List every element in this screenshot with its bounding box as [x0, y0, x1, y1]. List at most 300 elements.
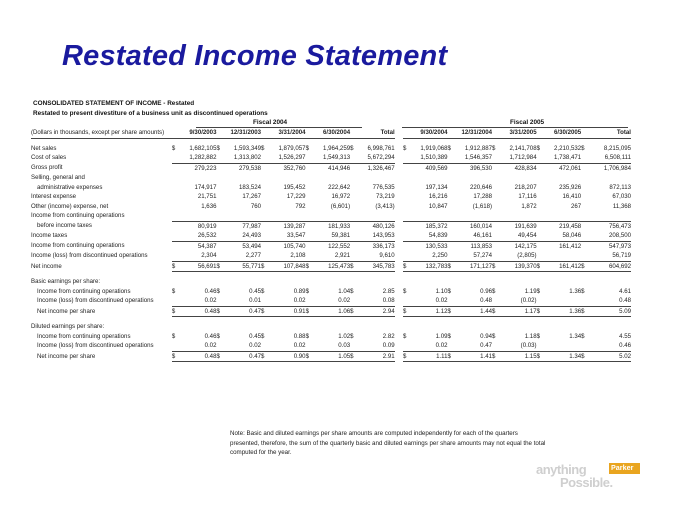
currency-symbol: $ [403, 351, 411, 362]
currency-symbol: $ [306, 261, 314, 272]
row-label: Gross profit [31, 164, 63, 172]
table-row [31, 202, 631, 212]
currency-symbol [306, 221, 314, 231]
table-cell: 1,712,984 [509, 154, 537, 161]
currency-symbol: $ [216, 306, 224, 317]
table-cell: 409,569 [411, 163, 447, 173]
table-cell: 1.06 [314, 306, 350, 317]
currency-symbol [492, 277, 500, 287]
table-cell: 59,381 [331, 232, 351, 239]
table-row [31, 332, 631, 342]
currency-symbol [172, 241, 180, 251]
table-cell: 49,454 [517, 232, 537, 239]
currency-symbol [172, 183, 180, 193]
currency-symbol [537, 251, 545, 261]
currency-symbol: $ [403, 306, 411, 317]
table-cell: 183,524 [238, 183, 262, 191]
currency-symbol [537, 211, 545, 221]
table-cell: 279,223 [180, 163, 216, 173]
table-cell: 2.94 [358, 306, 394, 317]
column-header: 9/30/2003 [172, 128, 217, 138]
table-cell: 267 [570, 202, 582, 210]
table-cell: 0.48 [180, 306, 216, 317]
table-row [31, 296, 631, 306]
currency-symbol [581, 173, 589, 183]
footnote-line: computed for the year. [230, 449, 292, 457]
table-cell [411, 173, 447, 183]
table-cell: 0.88 [293, 332, 306, 340]
table-cell: 0.03 [338, 342, 351, 349]
table-cell: 0.02 [293, 297, 306, 304]
currency-symbol [172, 341, 180, 351]
currency-symbol [172, 221, 180, 231]
row-label: Other (income) expense, net [31, 202, 109, 210]
table-cell: 8,215,095 [603, 144, 631, 152]
table-cell: 0.46 [204, 287, 217, 295]
table-cell: 5.02 [589, 351, 631, 362]
table-cell: 2,210,532 [554, 144, 582, 152]
currency-symbol [403, 192, 411, 202]
table-cell: 142,175 [500, 241, 536, 251]
currency-symbol [492, 221, 500, 231]
table-cell [545, 211, 581, 221]
row-label: Income from continuing operations [31, 242, 125, 250]
table-cell: 55,771 [225, 261, 261, 272]
table-cell: 132,783 [411, 261, 447, 272]
currency-symbol [492, 202, 500, 212]
table-cell [456, 277, 492, 287]
table-cell: 345,783 [358, 261, 394, 272]
table-cell: 0.45 [249, 287, 262, 295]
table-cell: 872,113 [609, 183, 631, 191]
table-cell: 125,473 [314, 261, 350, 272]
table-cell: 197,134 [425, 183, 448, 191]
currency-symbol [492, 183, 500, 193]
currency-symbol [216, 341, 224, 351]
currency-symbol [403, 173, 411, 183]
currency-symbol: $ [492, 261, 500, 272]
table-cell: 4.55 [619, 332, 631, 340]
currency-symbol [492, 251, 500, 261]
table-cell: (3,413) [375, 202, 395, 210]
table-cell: 56,691 [180, 261, 216, 272]
currency-symbol [350, 322, 358, 332]
table-cell: 139,287 [269, 221, 305, 231]
currency-symbol: $ [581, 287, 585, 295]
table-cell: (0.03) [520, 342, 537, 349]
currency-symbol [261, 322, 269, 332]
currency-symbol: $ [581, 351, 589, 362]
currency-symbol [216, 183, 224, 193]
table-cell: 1,510,389 [420, 154, 448, 161]
table-cell: 73,219 [376, 193, 395, 200]
currency-symbol [492, 241, 500, 251]
currency-symbol: $ [447, 287, 451, 295]
fiscal-2004-header: Fiscal 2004 [253, 119, 288, 126]
table-cell: 16,216 [428, 193, 448, 200]
table-cell: 1.05 [314, 351, 350, 362]
currency-symbol [492, 322, 500, 332]
table-cell: 0.89 [293, 287, 306, 295]
table-cell: 181,933 [314, 221, 350, 231]
currency-symbol [537, 153, 545, 163]
currency-symbol [448, 221, 456, 231]
currency-symbol [261, 251, 269, 261]
table-cell: 222,642 [328, 183, 351, 191]
currency-symbol [448, 202, 456, 212]
currency-symbol [306, 173, 314, 183]
table-cell [545, 341, 581, 351]
table-cell: 1.02 [338, 332, 351, 340]
table-cell: 1.41 [456, 351, 492, 362]
currency-symbol [216, 163, 224, 173]
currency-symbol [306, 211, 314, 221]
currency-symbol: $ [216, 261, 224, 272]
table-cell: 219,458 [545, 221, 581, 231]
currency-symbol [492, 296, 500, 306]
table-cell [411, 277, 447, 287]
currency-symbol [403, 163, 411, 173]
currency-symbol: $ [448, 261, 456, 272]
table-cell: 1,912,887 [464, 144, 493, 152]
column-header: 9/30/2004 [403, 128, 448, 138]
table-cell [358, 277, 394, 287]
currency-symbol: $ [350, 144, 354, 152]
table-cell [314, 277, 350, 287]
currency-symbol [581, 183, 589, 193]
currency-symbol [216, 192, 224, 202]
table-cell: 33,547 [286, 232, 306, 239]
table-cell [589, 211, 631, 221]
currency-symbol [350, 211, 358, 221]
table-cell: 2.85 [382, 287, 395, 295]
currency-symbol: $ [492, 144, 496, 152]
logo-brand-text: Parker [611, 463, 634, 472]
currency-symbol: $ [305, 144, 309, 152]
table-cell: 1.17 [500, 306, 536, 317]
currency-symbol [537, 241, 545, 251]
table-cell: 80,919 [180, 221, 216, 231]
currency-symbol [350, 163, 358, 173]
currency-symbol [537, 192, 545, 202]
currency-symbol [261, 173, 269, 183]
currency-symbol [492, 341, 500, 351]
currency-symbol [537, 202, 545, 212]
table-cell: 279,538 [225, 163, 261, 173]
currency-symbol [448, 277, 456, 287]
table-cell [589, 277, 631, 287]
table-cell: 161,412 [545, 261, 581, 272]
table-cell: 1.44 [456, 306, 492, 317]
table-cell: 0.02 [435, 342, 448, 349]
table-cell: 0.46 [619, 342, 631, 349]
column-header: 12/31/2003 [216, 128, 261, 138]
currency-symbol: $ [492, 332, 496, 340]
currency-symbol [403, 296, 411, 306]
currency-symbol [172, 277, 180, 287]
income-statement-table [31, 128, 631, 362]
currency-symbol [581, 322, 589, 332]
currency-symbol [306, 277, 314, 287]
currency-symbol: $ [537, 306, 545, 317]
currency-symbol [581, 153, 589, 163]
currency-symbol [172, 322, 180, 332]
table-cell: 171,127 [456, 261, 492, 272]
currency-symbol [350, 296, 358, 306]
currency-symbol [216, 231, 224, 241]
currency-symbol [581, 163, 589, 173]
column-header-label: (Dollars in thousands, except per share amounts) [31, 128, 172, 138]
table-cell [225, 277, 261, 287]
currency-symbol [261, 183, 269, 193]
table-cell: 0.02 [435, 297, 448, 304]
currency-symbol [581, 211, 589, 221]
parker-logo [536, 461, 646, 495]
statement-subtitle: Restated to present divestiture of a business unit as discontinued operations [33, 110, 268, 117]
table-row [31, 144, 631, 154]
currency-symbol [403, 202, 411, 212]
footnote-line: presented, therefore, the sum of the quarterly basic and diluted earnings per share amounts may not equal the total [230, 439, 546, 447]
currency-symbol [172, 173, 180, 183]
table-cell: 1.15 [500, 351, 536, 362]
table-cell: 2.82 [382, 332, 395, 340]
column-header: 12/31/2004 [448, 128, 493, 138]
table-row [31, 251, 631, 261]
table-cell: 0.02 [338, 297, 351, 304]
table-cell: 191,639 [500, 221, 536, 231]
table-cell: 1.09 [435, 332, 448, 340]
currency-symbol: $ [447, 332, 451, 340]
table-cell: 26,532 [197, 232, 217, 239]
currency-symbol [448, 341, 456, 351]
row-label: Net income per share [37, 307, 96, 315]
table-cell: 352,760 [269, 163, 305, 173]
table-cell: 336,173 [358, 241, 394, 251]
currency-symbol: $ [581, 144, 585, 152]
currency-symbol: $ [172, 351, 180, 362]
currency-symbol: $ [536, 287, 540, 295]
currency-symbol [537, 163, 545, 173]
currency-symbol [172, 296, 180, 306]
table-cell: 2,108 [290, 252, 306, 259]
table-row [31, 173, 631, 183]
table-cell [269, 277, 305, 287]
currency-symbol [350, 153, 358, 163]
currency-symbol [403, 153, 411, 163]
table-cell: 792 [295, 202, 306, 210]
table-cell: 1,964,259 [322, 144, 351, 152]
row-label: Income (loss) from discontinued operations [37, 342, 154, 350]
table-cell [500, 211, 536, 221]
currency-symbol [537, 296, 545, 306]
table-cell: 54,839 [428, 232, 448, 239]
table-cell: 220,646 [470, 183, 493, 191]
table-cell: 1,593,349 [233, 144, 262, 152]
currency-symbol [216, 221, 224, 231]
currency-symbol [350, 192, 358, 202]
table-cell: 472,061 [545, 163, 581, 173]
column-header: 6/30/2004 [306, 128, 351, 138]
table-cell [180, 211, 216, 221]
table-cell: 1.36 [545, 306, 581, 317]
currency-symbol [448, 173, 456, 183]
currency-symbol: $ [492, 287, 496, 295]
table-cell: 1,526,297 [278, 154, 306, 161]
currency-symbol [581, 277, 589, 287]
table-cell: 1.19 [524, 287, 537, 295]
row-label: Net income per share [37, 352, 96, 360]
table-cell: 208,500 [608, 232, 631, 239]
table-cell: 1.34 [569, 332, 582, 340]
table-cell: 0.47 [225, 351, 261, 362]
table-cell: 428,834 [500, 163, 536, 173]
column-header: 6/30/2005 [537, 128, 582, 138]
table-row [31, 306, 631, 317]
table-cell [314, 322, 350, 332]
table-row [31, 287, 631, 297]
logo-brand-bar [609, 463, 640, 474]
table-cell: 1,282,882 [189, 154, 217, 161]
currency-symbol [448, 153, 456, 163]
table-cell: 0.08 [382, 297, 395, 304]
table-cell [545, 277, 581, 287]
currency-symbol [581, 341, 589, 351]
row-label: Income (loss) from discontinued operations [37, 297, 154, 305]
table-cell [314, 211, 350, 221]
table-cell: 17,229 [286, 193, 306, 200]
table-cell [411, 211, 447, 221]
table-cell: 130,533 [411, 241, 447, 251]
table-cell [456, 322, 492, 332]
currency-symbol: $ [402, 332, 407, 340]
currency-symbol [172, 153, 180, 163]
currency-symbol [537, 221, 545, 231]
table-cell: 0.96 [480, 287, 493, 295]
currency-symbol: $ [537, 261, 545, 272]
currency-symbol [403, 277, 411, 287]
table-cell: 2.91 [358, 351, 394, 362]
table-cell: 5.09 [589, 306, 631, 317]
table-row [31, 231, 631, 241]
currency-symbol [216, 251, 224, 261]
table-cell: 2,141,708 [509, 144, 537, 152]
currency-symbol [306, 163, 314, 173]
currency-symbol [306, 296, 314, 306]
table-cell: 58,046 [562, 232, 582, 239]
table-cell: 1.36 [569, 287, 582, 295]
table-cell: 56,719 [612, 252, 631, 259]
currency-symbol: $ [261, 306, 269, 317]
table-cell: 174,917 [194, 183, 217, 191]
table-cell [269, 173, 305, 183]
table-cell [545, 251, 581, 261]
currency-symbol [581, 296, 589, 306]
currency-symbol: $ [492, 351, 500, 362]
table-cell [545, 173, 581, 183]
table-cell: 0.45 [249, 332, 262, 340]
currency-symbol [448, 231, 456, 241]
table-cell: 6,508,111 [604, 154, 631, 161]
table-cell: 4.61 [619, 287, 631, 295]
currency-symbol: $ [261, 351, 269, 362]
currency-symbol [172, 251, 180, 261]
currency-symbol: $ [403, 261, 411, 272]
table-row [31, 163, 631, 173]
currency-symbol [261, 221, 269, 231]
currency-symbol: $ [402, 144, 407, 152]
table-cell: 1.11 [411, 351, 447, 362]
table-cell: 77,987 [225, 221, 261, 231]
currency-symbol [448, 192, 456, 202]
table-cell: 756,473 [589, 221, 631, 231]
currency-symbol [537, 341, 545, 351]
currency-symbol [216, 296, 224, 306]
table-cell [589, 173, 631, 183]
table-cell: 2,304 [201, 252, 217, 259]
table-cell: 2,921 [334, 252, 351, 259]
table-cell: 0.47 [225, 306, 261, 317]
currency-symbol [216, 202, 224, 212]
column-header: 3/31/2004 [261, 128, 306, 138]
table-cell: 16,410 [562, 193, 582, 200]
table-cell: 0.47 [480, 342, 493, 349]
table-row [31, 153, 631, 163]
currency-symbol [448, 322, 456, 332]
currency-symbol: $ [536, 332, 540, 340]
currency-symbol: $ [216, 332, 220, 340]
table-cell [180, 277, 216, 287]
currency-symbol [403, 183, 411, 193]
currency-symbol [306, 241, 314, 251]
table-cell: 480,126 [358, 221, 394, 231]
table-cell: (6,601) [330, 202, 351, 210]
currency-symbol: $ [171, 287, 176, 295]
currency-symbol: $ [581, 306, 589, 317]
currency-symbol [306, 183, 314, 193]
currency-symbol: $ [350, 306, 358, 317]
table-cell: 0.02 [249, 342, 262, 349]
table-cell [456, 211, 492, 221]
row-label: Income from continuing operations [37, 287, 131, 295]
table-cell: 0.48 [480, 297, 493, 304]
currency-symbol [306, 341, 314, 351]
currency-symbol: $ [581, 332, 585, 340]
table-cell [456, 173, 492, 183]
currency-symbol: $ [448, 306, 456, 317]
currency-symbol [306, 153, 314, 163]
currency-symbol: $ [306, 306, 314, 317]
table-cell: 5,672,294 [367, 154, 395, 161]
table-cell: 1,879,057 [278, 144, 306, 152]
currency-symbol: $ [350, 261, 358, 272]
table-row [31, 322, 631, 332]
currency-symbol [581, 202, 589, 212]
currency-symbol [216, 173, 224, 183]
currency-symbol [403, 231, 411, 241]
table-cell: 547,973 [589, 241, 631, 251]
table-cell: 1.34 [545, 351, 581, 362]
currency-symbol [492, 173, 500, 183]
table-cell: 139,370 [500, 261, 536, 272]
table-cell [180, 173, 216, 183]
table-cell: 17,267 [242, 193, 262, 200]
table-cell [589, 322, 631, 332]
table-cell [500, 322, 536, 332]
table-cell: 0.94 [480, 332, 493, 340]
table-cell [545, 296, 581, 306]
currency-symbol [216, 153, 224, 163]
currency-symbol: $ [305, 332, 309, 340]
